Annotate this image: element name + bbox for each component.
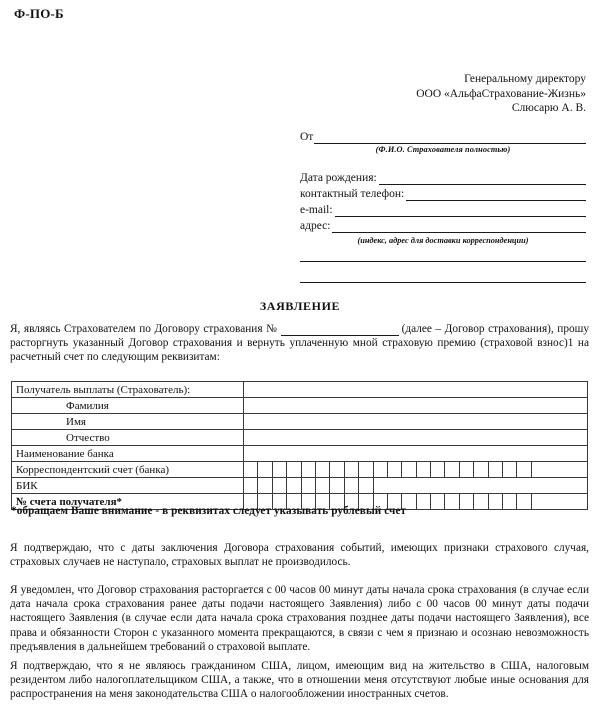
form-code: Ф-ПО-Б bbox=[14, 6, 64, 21]
personal-fields bbox=[300, 172, 586, 283]
email-row bbox=[300, 204, 586, 217]
email-label: e-mail: bbox=[300, 204, 333, 216]
digit-box[interactable] bbox=[517, 494, 531, 509]
address-label: адрес: bbox=[300, 220, 331, 232]
from-label: От bbox=[300, 131, 314, 143]
digit-box[interactable] bbox=[273, 478, 287, 493]
table-row-value[interactable] bbox=[244, 462, 588, 478]
intro-part-1: Я, являясь Страхователем по Договору страхования № bbox=[10, 323, 278, 335]
digit-box[interactable] bbox=[258, 478, 272, 493]
digit-box[interactable] bbox=[244, 478, 258, 493]
table-row-label: № счета получателя* bbox=[12, 494, 244, 510]
from-name-input[interactable] bbox=[314, 131, 586, 144]
addressee-line-1: Генеральному директору bbox=[464, 73, 586, 85]
address-input-line-3[interactable] bbox=[300, 269, 586, 283]
digit-box[interactable] bbox=[359, 462, 373, 477]
address-hint: (индекс, адрес для доставки корреспонденции) bbox=[357, 236, 529, 245]
birth-date-label: Дата рождения: bbox=[300, 172, 377, 184]
digit-box[interactable] bbox=[503, 462, 517, 477]
digit-box[interactable] bbox=[258, 462, 272, 477]
digit-box[interactable] bbox=[474, 462, 488, 477]
from-row bbox=[300, 131, 586, 144]
address-row bbox=[300, 220, 586, 233]
digit-box[interactable] bbox=[489, 462, 503, 477]
statement-fatca: Я подтверждаю, что я не являюсь гражданином США, лицом, имеющим вид на жительство в США, налоговым резидентом либо налогоплательщиком США, а также, что в отношении меня отсутствуют любые иные основания для распространения на меня законодательства США о налогообложении иностранных счетов. bbox=[10, 660, 589, 701]
digit-box[interactable] bbox=[517, 462, 531, 477]
digit-box[interactable] bbox=[359, 478, 373, 493]
digit-box[interactable] bbox=[460, 494, 474, 509]
address-input[interactable] bbox=[332, 220, 586, 233]
addressee-block bbox=[416, 72, 586, 116]
table-row bbox=[12, 462, 588, 478]
digit-box[interactable] bbox=[330, 462, 344, 477]
digit-box[interactable] bbox=[474, 494, 488, 509]
digit-box[interactable] bbox=[302, 478, 316, 493]
table-row-label: Наименование банка bbox=[12, 446, 244, 462]
digit-box[interactable] bbox=[460, 462, 474, 477]
table-row-value[interactable] bbox=[244, 446, 588, 462]
table-row bbox=[12, 414, 588, 430]
table-row-label: Имя bbox=[12, 414, 244, 430]
intro-paragraph bbox=[10, 322, 589, 365]
digit-box[interactable] bbox=[417, 494, 431, 509]
intro-part-2: (далее – Договор страхования), прошу расторгнуть указанный Договор страхования и вернуть уплаченную мной страховую премию (страховой взнос)1 на расчетный счет по следующим реквизитам: bbox=[10, 323, 589, 364]
digit-box[interactable] bbox=[330, 478, 344, 493]
statement-termination-terms: Я уведомлен, что Договор страхования расторгается с 00 часов 00 минут даты начала срока страхования (в случае если дата начала срока страхования ранее даты подачи настоящего Заявления) либо с 00 часов 00 минут даты подачи настоящего Заявления (в случае если дата начала срока страхования позднее даты подачи настоящего Заявления), все права и обязанности Сторон с указанного момента прекращаются, в связи с чем я признаю и осознаю невозможность предъявления в дальнейшем требований о страховой выплате. bbox=[10, 584, 589, 653]
contract-number-input[interactable] bbox=[281, 325, 399, 336]
from-block bbox=[300, 131, 586, 154]
digit-box[interactable] bbox=[374, 462, 388, 477]
digit-box[interactable] bbox=[503, 494, 517, 509]
table-row-value[interactable] bbox=[244, 430, 588, 446]
digit-box[interactable] bbox=[417, 462, 431, 477]
digit-box[interactable] bbox=[244, 462, 258, 477]
bank-details-table bbox=[11, 381, 588, 510]
digit-box[interactable] bbox=[302, 462, 316, 477]
page-title: ЗАЯВЛЕНИЕ bbox=[259, 299, 341, 313]
digit-box[interactable] bbox=[431, 494, 445, 509]
digit-box[interactable] bbox=[316, 478, 330, 493]
table-row-value[interactable] bbox=[244, 398, 588, 414]
currency-note: *обращаем Ваше внимание - в реквизитах следует указывать рублевый счет bbox=[11, 505, 407, 517]
digit-box[interactable] bbox=[316, 462, 330, 477]
statement-no-claims: Я подтверждаю, что с даты заключения Договора страхования событий, имеющих признаки страхового случая, страховых случаев не наступало, страховых выплат не производилось. bbox=[10, 542, 589, 569]
table-row-value[interactable] bbox=[244, 478, 588, 494]
digit-box[interactable] bbox=[273, 462, 287, 477]
phone-row bbox=[300, 188, 586, 201]
table-row bbox=[12, 446, 588, 462]
table-row-label: Фамилия bbox=[12, 398, 244, 414]
table-row bbox=[12, 398, 588, 414]
digit-box[interactable] bbox=[287, 462, 301, 477]
addressee-line-3: Слюсарю А. В. bbox=[511, 102, 586, 114]
table-row-label: Получатель выплаты (Страхователь): bbox=[12, 382, 244, 398]
email-input[interactable] bbox=[335, 204, 586, 217]
digit-box[interactable] bbox=[287, 478, 301, 493]
table-row bbox=[12, 430, 588, 446]
addressee-line-2: ООО «АльфаСтрахование-Жизнь» bbox=[416, 87, 586, 100]
table-row-value[interactable] bbox=[244, 382, 588, 398]
table-row-label: БИК bbox=[12, 478, 244, 494]
digit-box-grid[interactable] bbox=[244, 462, 587, 477]
bank-details-table-body bbox=[12, 382, 588, 510]
birth-date-row bbox=[300, 172, 586, 185]
address-input-line-2[interactable] bbox=[300, 248, 586, 262]
table-row bbox=[12, 382, 588, 398]
table-row bbox=[12, 478, 588, 494]
digit-box[interactable] bbox=[445, 494, 459, 509]
from-hint: (Ф.И.О. Страхователя полностью) bbox=[375, 145, 511, 154]
digit-box[interactable] bbox=[388, 462, 402, 477]
birth-date-input[interactable] bbox=[379, 172, 586, 185]
digit-box[interactable] bbox=[431, 462, 445, 477]
digit-box[interactable] bbox=[489, 494, 503, 509]
table-row-label: Корреспондентский счет (банка) bbox=[12, 462, 244, 478]
table-row-value[interactable] bbox=[244, 414, 588, 430]
phone-input[interactable] bbox=[406, 188, 586, 201]
digit-box[interactable] bbox=[345, 478, 359, 493]
digit-box-grid[interactable] bbox=[244, 478, 587, 493]
digit-box[interactable] bbox=[345, 462, 359, 477]
phone-label: контактный телефон: bbox=[300, 188, 405, 200]
table-row-label: Отчество bbox=[12, 430, 244, 446]
digit-box[interactable] bbox=[402, 462, 416, 477]
digit-box[interactable] bbox=[445, 462, 459, 477]
